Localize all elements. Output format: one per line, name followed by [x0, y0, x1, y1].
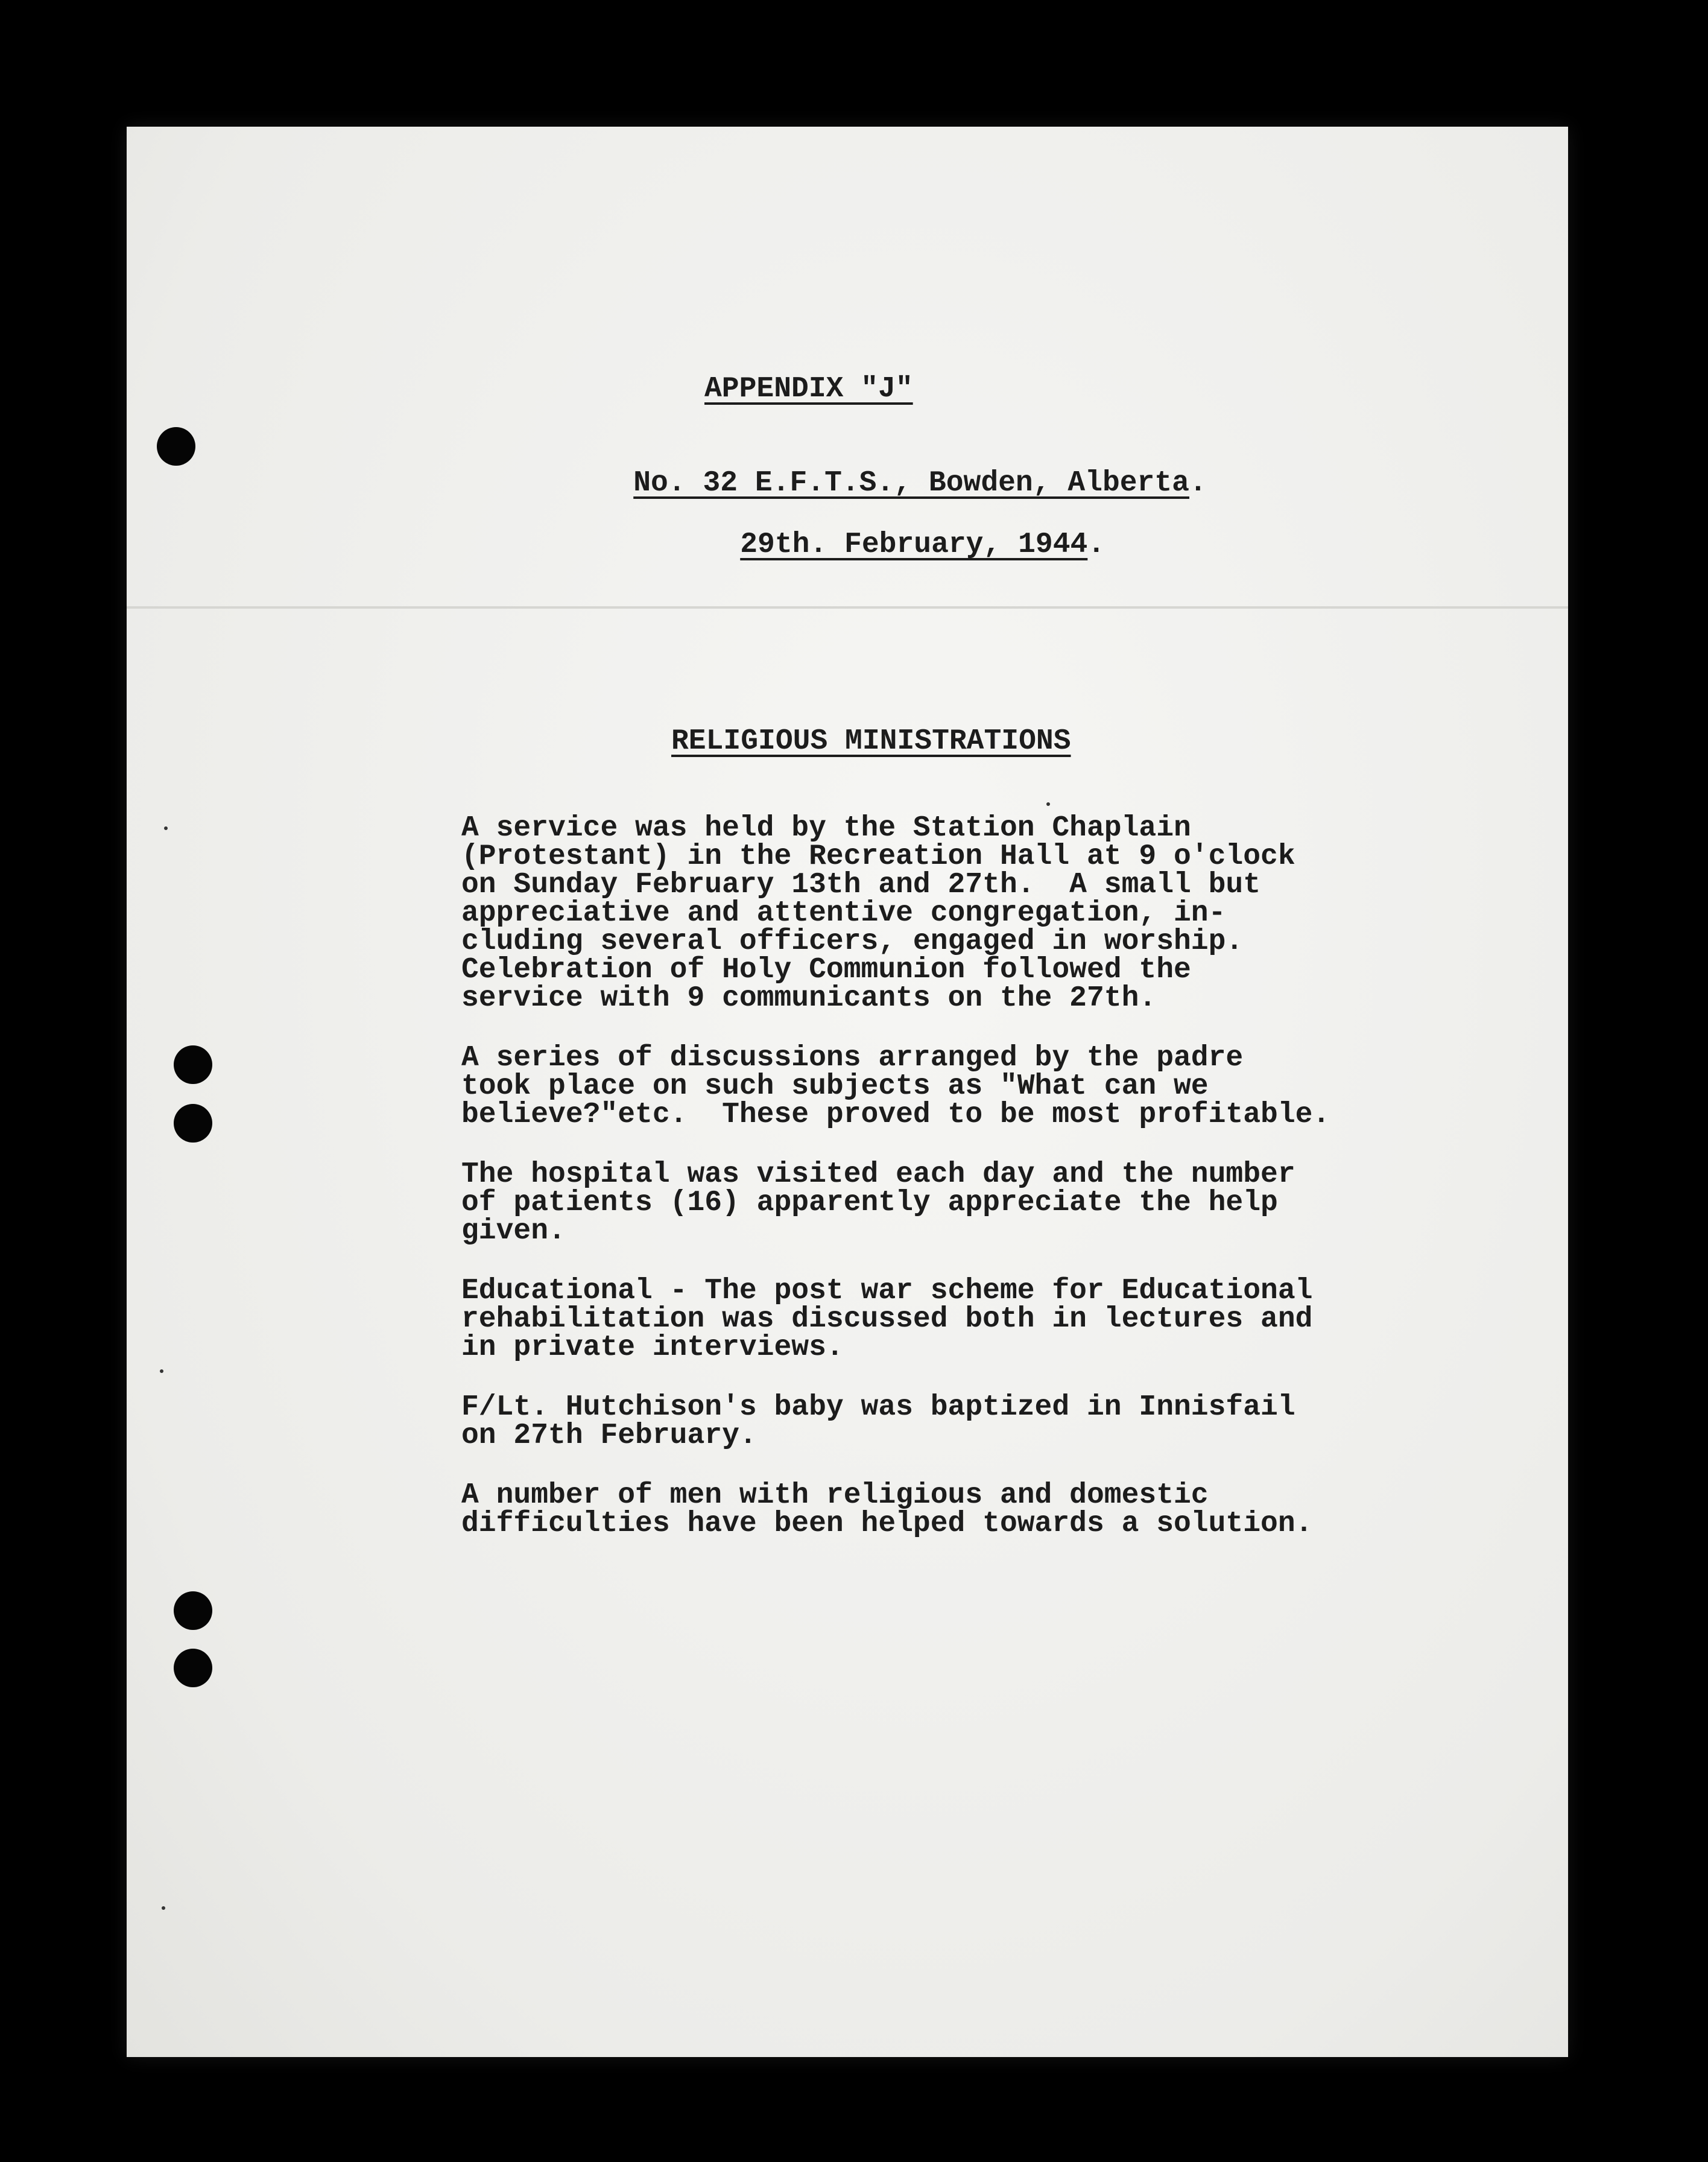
text-line: cluding several officers, engaged in worship.: [461, 925, 1244, 958]
punch-hole: [157, 427, 195, 466]
paragraph: [461, 1044, 1499, 1129]
paper-speck: [1046, 802, 1050, 806]
text-line: rehabilitation was discussed both in lectures and: [461, 1303, 1313, 1336]
text-line: A number of men with religious and domestic: [461, 1479, 1209, 1512]
body-text: [461, 814, 1499, 1570]
document-page: APPENDIX "J" No. 32 E.F.T.S., Bowden, Alberta. 29th. February, 1944. RELIGIOUS MINISTRATIONS A service was held by the Station Chaplain (Protestant) in the Recreation Hall at 9 o'clock on Sunday February 13th and 27th. A small but appreciative and attentive congregation, in- cluding several officers, engaged in worship. Celebration of Holy Communion followed the service with 9 communicants on the 27th. A series of discussions arranged by the padre took place on such subjects as "What can we believe?"etc. These proved to be most profitable. The hospital was visited each day and the number of patients (16) apparently appreciate the help given. Educational - The post war scheme for Educational rehabilitation was discussed both in lectures and in private interviews. F/Lt. Hutchison's baby was baptized in Innisfail on 27th February. A number of men with religious and domestic difficulties have been helped towards a solution.: [127, 127, 1568, 2057]
text-line: Educational - The post war scheme for Educational: [461, 1275, 1313, 1307]
text-line: on Sunday February 13th and 27th. A small but: [461, 869, 1261, 901]
text-line: A series of discussions arranged by the padre: [461, 1042, 1244, 1074]
text-line: given.: [461, 1215, 566, 1247]
unit-line: No. 32 E.F.T.S., Bowden, Alberta: [633, 467, 1189, 499]
paragraph: [461, 1479, 1499, 1540]
date-line: 29th. February, 1944: [740, 528, 1088, 561]
text-line: F/Lt. Hutchison's baby was baptized in Innisfail: [461, 1391, 1295, 1424]
punch-hole: [174, 1045, 212, 1084]
punch-hole: [174, 1591, 212, 1630]
section-heading: RELIGIOUS MINISTRATIONS: [671, 725, 1071, 758]
text-line: appreciative and attentive congregation, in-: [461, 897, 1226, 930]
text-line: believe?"etc. These proved to be most profitable.: [461, 1098, 1330, 1131]
punch-hole: [174, 1104, 212, 1143]
text-line: service with 9 communicants on the 27th.: [461, 982, 1157, 1015]
paragraph: [461, 1393, 1499, 1450]
text-line: A service was held by the Station Chaplain: [461, 812, 1191, 845]
punch-hole: [174, 1649, 212, 1687]
text-line: difficulties have been helped towards a solution.: [461, 1507, 1313, 1540]
paper-speck: [160, 1369, 163, 1373]
paper-speck: [162, 1906, 165, 1910]
paragraph: [461, 1277, 1499, 1362]
text-line: in private interviews.: [461, 1331, 844, 1364]
page-fold-line: [127, 606, 1568, 609]
paper-speck: [164, 826, 168, 830]
text-line: Celebration of Holy Communion followed the: [461, 954, 1191, 986]
paragraph: [461, 814, 1499, 1013]
text-line: (Protestant) in the Recreation Hall at 9 o'clock: [461, 840, 1295, 873]
paragraph: [461, 1158, 1499, 1247]
text-line: The hospital was visited each day and the number: [461, 1158, 1295, 1191]
text-line: of patients (16) apparently appreciate the help: [461, 1187, 1278, 1219]
appendix-title: APPENDIX "J": [704, 373, 913, 405]
text-line: on 27th February.: [461, 1419, 757, 1452]
text-line: took place on such subjects as "What can we: [461, 1070, 1209, 1103]
